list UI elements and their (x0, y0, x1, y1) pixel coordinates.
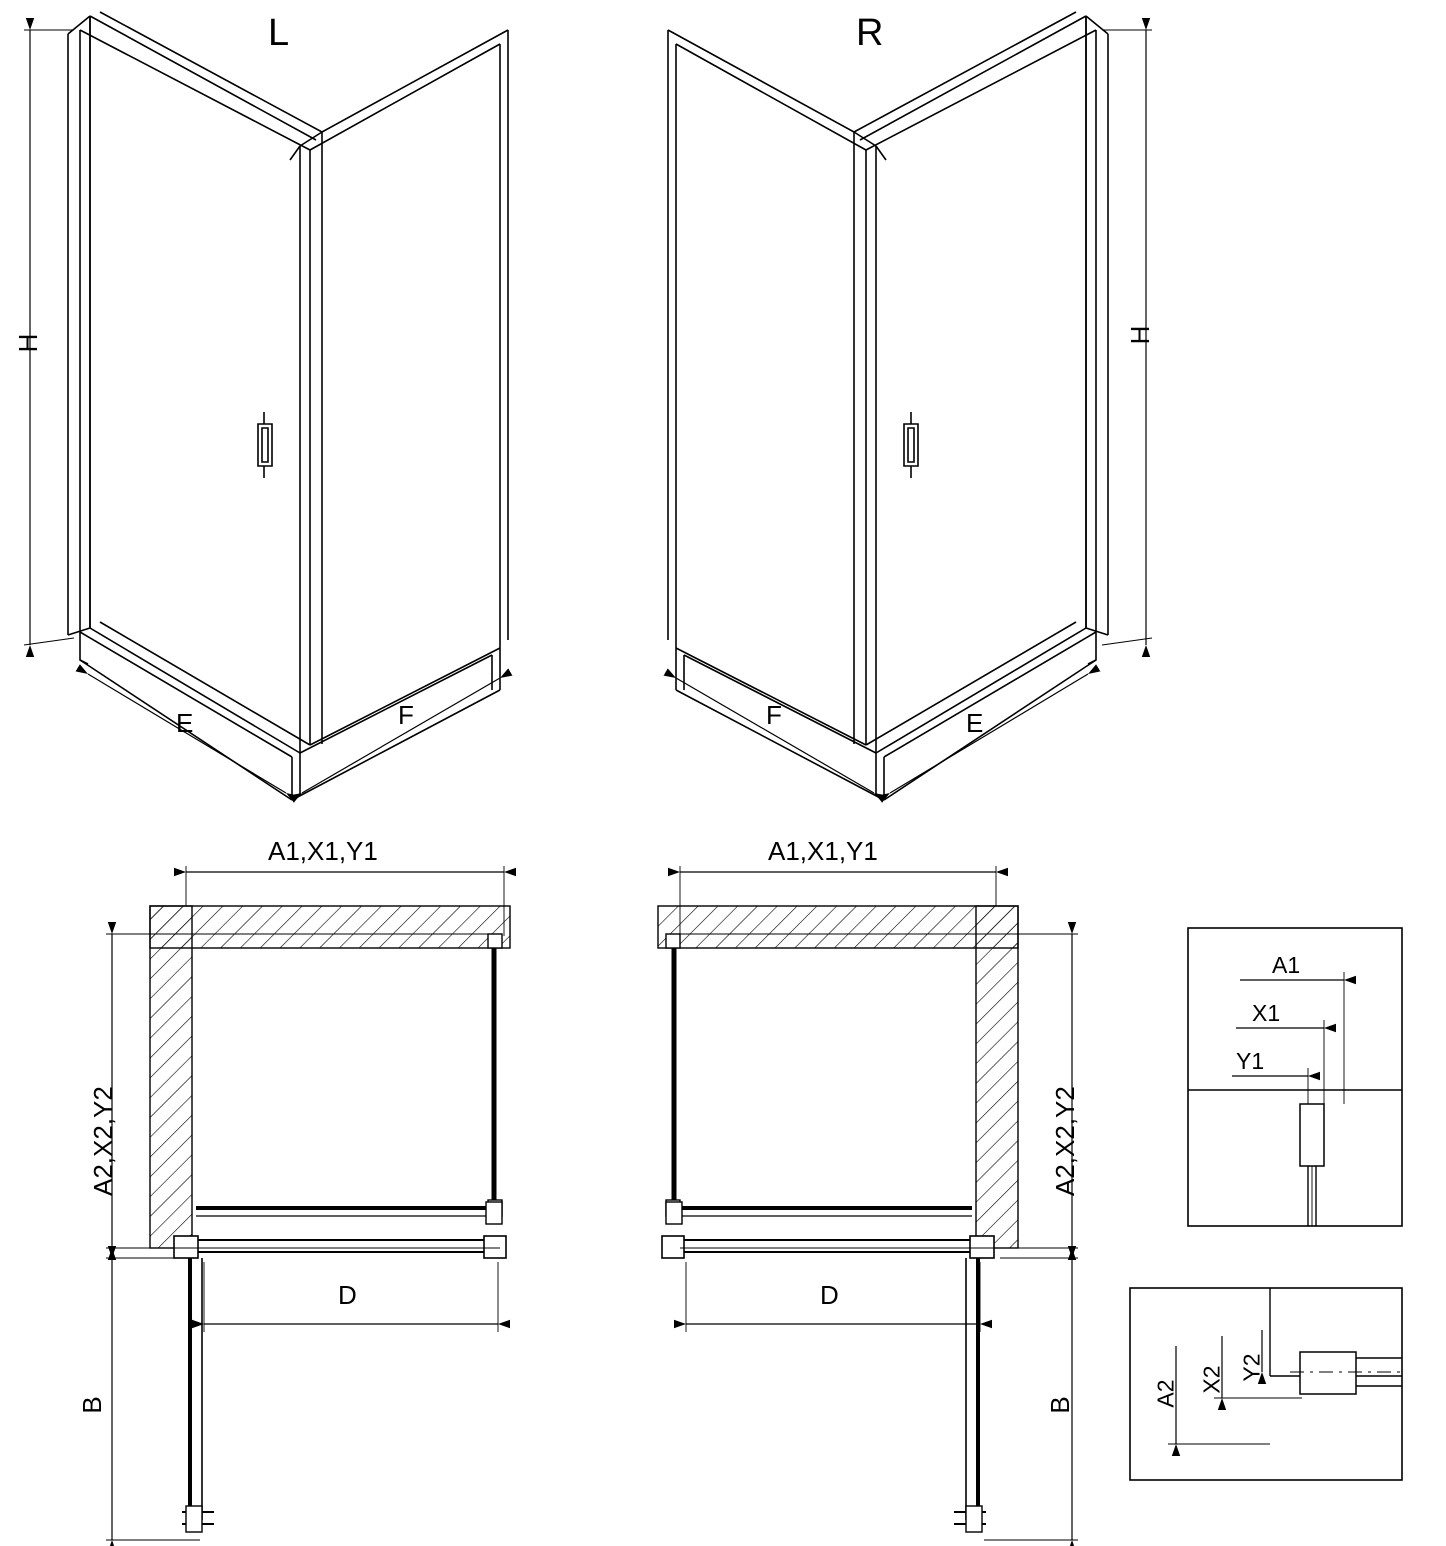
iso-right-depth-label: F (766, 700, 782, 730)
plan-right-door-dimension-label: B (1045, 1396, 1075, 1414)
iso-right-width-label: E (966, 708, 984, 738)
iso-right-height-label: H (1125, 325, 1155, 345)
detail-bottom-dim-x2-label: X2 (1198, 1365, 1225, 1394)
plan-right-side-dimension-label: A2,X2,Y2 (1050, 1086, 1080, 1196)
iso-left-width-label: E (176, 708, 194, 738)
plan-left-door-dimension-label: B (77, 1396, 107, 1414)
detail-bottom-dim-y2-label: Y2 (1238, 1353, 1265, 1382)
plan-right-top-dimension-label: A1,X1,Y1 (768, 836, 878, 866)
title-left: L (268, 12, 290, 54)
iso-left-depth-label: F (398, 700, 414, 730)
plan-left-top-dimension-label: A1,X1,Y1 (268, 836, 378, 866)
iso-left-enclosure (68, 12, 508, 800)
detail-top-dim-x1-label: X1 (1252, 1000, 1281, 1026)
iso-right-base-dimensions (676, 674, 1088, 793)
plan-right (658, 866, 1078, 1540)
detail-top-dim-a1-label: A1 (1272, 952, 1301, 978)
plan-left-side-dimension-label: A2,X2,Y2 (88, 1086, 118, 1196)
detail-top-dim-y1-label: Y1 (1236, 1048, 1265, 1074)
iso-left-base-dimensions (88, 674, 500, 793)
iso-left-height-label: H (13, 333, 43, 353)
detail-bottom-dim-a2-label: A2 (1152, 1379, 1179, 1408)
iso-right-enclosure (668, 12, 1108, 800)
plan-left (106, 866, 510, 1540)
title-right: R (856, 12, 884, 54)
plan-left-inner-dimension-label: D (338, 1280, 357, 1310)
plan-right-inner-dimension-label: D (820, 1280, 839, 1310)
